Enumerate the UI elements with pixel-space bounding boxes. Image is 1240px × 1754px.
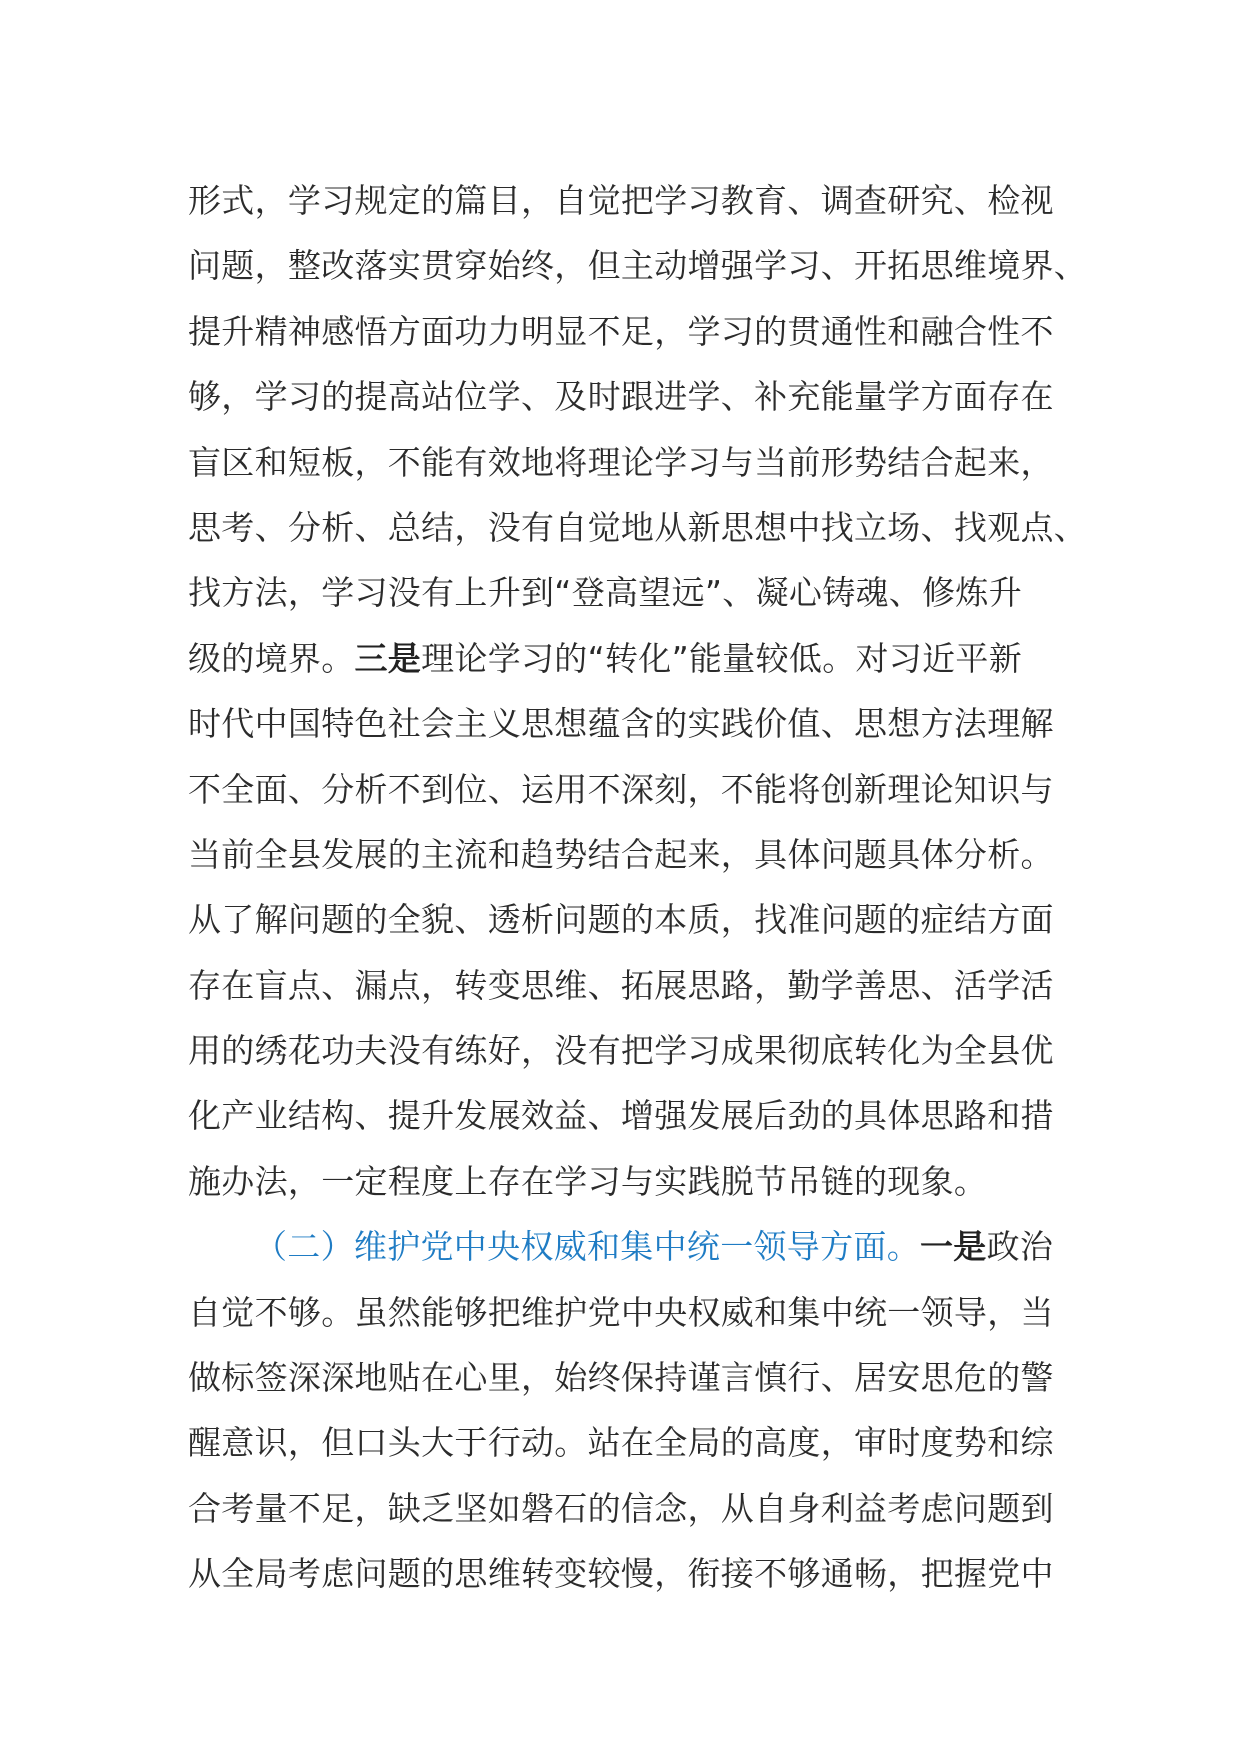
text-line: 形式，学习规定的篇目，自觉把学习教育、调查研究、检视 — [188, 181, 1054, 220]
text-line: 醒意识，但口头大于行动。站在全局的高度，审时度势和综 — [188, 1423, 1054, 1463]
text-line: 合考量不足，缺乏坚如磐石的信念，从自身利益考虑问题到 — [188, 1488, 1054, 1528]
text-line: 找方法，学习没有上升到“登高望远”、凝心铸魂、修炼升 — [188, 573, 1022, 613]
text-line: 施办法，一定程度上存在学习与实践脱节吊链的现象。 — [188, 1161, 988, 1201]
text-line: 存在盲点、漏点，转变思维、拓展思路，勤学善思、活学活 — [188, 965, 1054, 1005]
text-line: 化产业结构、提升发展效益、增强发展后劲的具体思路和措 — [188, 1096, 1054, 1136]
text-line: 问题，整改落实贯穿始终，但主动增强学习、开拓思维境界、 — [188, 246, 1088, 286]
text-line: 自觉不够。虽然能够把维护党中央权威和集中统一领导，当 — [188, 1292, 1054, 1332]
point-marker-three: 三是 — [354, 638, 422, 678]
text-line: 思考、分析、总结，没有自觉地从新思想中找立场、找观点、 — [188, 507, 1088, 547]
text-segment: 理论学习的“转化”能量较低。对习近平新 — [421, 638, 1023, 678]
text-line — [188, 626, 1088, 691]
text-segment: 政治 — [986, 1227, 1054, 1267]
body-text — [188, 168, 1088, 1607]
text-line: 做标签深深地贴在心里，始终保持谨言慎行、居安思危的警 — [188, 1358, 1054, 1398]
point-marker-one: 一是 — [920, 1227, 987, 1267]
text-line: 当前全县发展的主流和趋势结合起来，具体问题具体分析。 — [188, 834, 1054, 874]
section-heading-line — [188, 1214, 1088, 1279]
text-line: 从了解问题的全貌、透析问题的本质，找准问题的症结方面 — [188, 900, 1054, 940]
text-line: 盲区和短板，不能有效地将理论学习与当前形势结合起来， — [188, 442, 1054, 482]
text-line: 时代中国特色社会主义思想蕴含的实践价值、思想方法理解 — [188, 704, 1054, 744]
text-line: 提升精神感悟方面功力明显不足，学习的贯通性和融合性不 — [188, 311, 1054, 351]
text-line: 够，学习的提高站位学、及时跟进学、补充能量学方面存在 — [188, 377, 1054, 417]
text-line: 用的绣花功夫没有练好，没有把学习成果彻底转化为全县优 — [188, 1031, 1054, 1071]
section-heading: （二）维护党中央权威和集中统一领导方面。 — [254, 1227, 920, 1267]
text-line: 不全面、分析不到位、运用不深刻，不能将创新理论知识与 — [188, 769, 1054, 809]
text-segment: 级的境界。 — [188, 638, 355, 678]
text-line: 从全局考虑问题的思维转变较慢，衔接不够通畅，把握党中 — [188, 1554, 1054, 1594]
